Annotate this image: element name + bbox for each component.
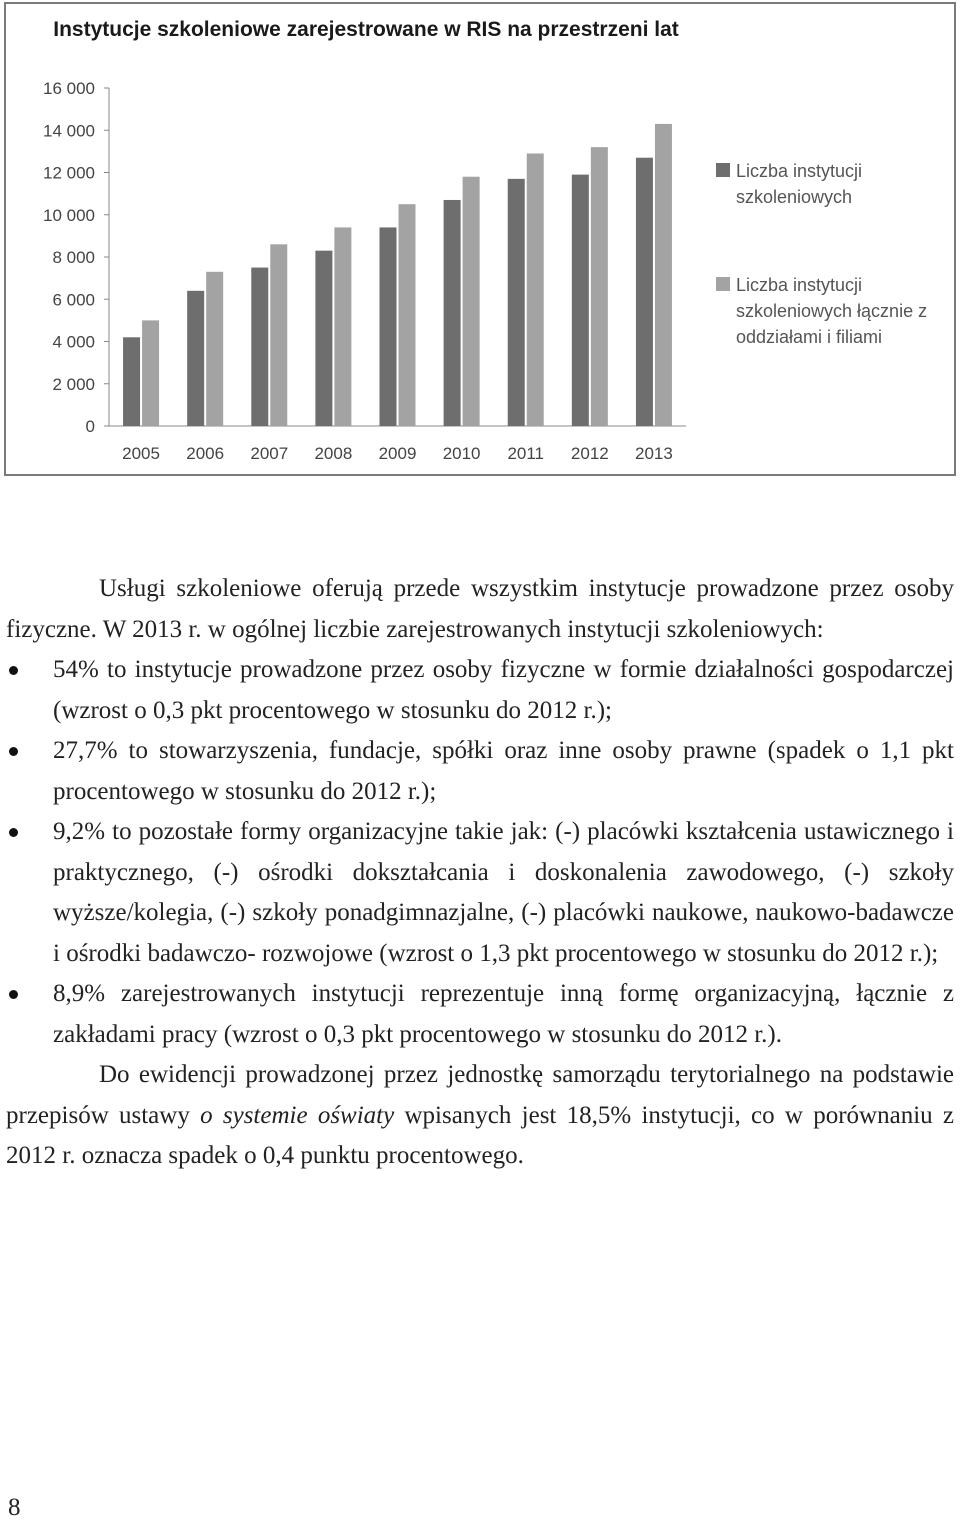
bullet-item [6, 812, 954, 974]
bar-series-2 [270, 244, 287, 426]
bullet-icon [9, 990, 18, 999]
legend-item-series-1 [716, 158, 936, 210]
bullet-text: 27,7% to stowarzyszenia, fundacje, spółki oraz inne osoby prawne (spadek o 1,1 pkt procentowego w stosunku do 2012 r.); [53, 737, 954, 805]
x-tick-label: 2012 [570, 444, 609, 463]
bullet-item [6, 731, 954, 812]
bar-series-1 [444, 200, 461, 426]
bullet-icon [9, 666, 18, 675]
legend-label-series-2: Liczba instytucji szkoleniowych łącznie z oddziałami i filiami [736, 275, 928, 347]
y-tick-label: 12 000 [43, 163, 95, 183]
y-tick-label: 4 000 [52, 332, 95, 352]
bar-series-1 [123, 337, 140, 426]
bullet-item [6, 650, 954, 731]
legend-item-series-2 [716, 272, 936, 350]
bullet-list [6, 650, 954, 1055]
y-tick-label: 2 000 [52, 374, 95, 394]
legend-label-series-1: Liczba instytucji szkoleniowych [736, 161, 863, 207]
x-tick-label: 2006 [186, 444, 225, 463]
bar-series-2 [206, 272, 223, 426]
bullet-item [6, 974, 954, 1055]
bullet-icon [9, 747, 18, 756]
bar-series-1 [251, 268, 268, 426]
bar-series-2 [527, 153, 544, 426]
legend-swatch-series-2 [716, 277, 730, 291]
bar-series-2 [463, 177, 480, 426]
bar-series-2 [655, 124, 672, 426]
bar-series-2 [142, 320, 159, 426]
x-tick-label: 2008 [314, 444, 353, 463]
bar-series-2 [399, 204, 416, 426]
y-tick-label: 14 000 [43, 121, 95, 141]
intro-paragraph: Usługi szkoleniowe oferują przede wszystkim instytucje prowadzone przez osoby fizyczne. W 2013 r. w ogólnej liczbie zarejestrowanych instytucji szkoleniowych: [6, 575, 954, 643]
y-tick-label: 0 [85, 417, 95, 436]
body-text [6, 569, 954, 1177]
chart-title: Instytucje szkoleniowe zarejestrowane w RIS na przestrzeni lat [53, 18, 679, 41]
bar-series-1 [572, 175, 589, 426]
bullet-text: 9,2% to pozostałe formy organizacyjne takie jak: (-) placówki kształcenia ustawicznego i praktycznego, (-) ośrodki dokształcania i doskonalenia zawodowego, (-) szkoły wyższe/kolegia, (-) szkoły ponadgimnazjalne, (-) placówki naukowe, naukowo-badawcze i ośrodki badawczo- rozwojowe (wzrost o 1,3 pkt procentowego w stosunku do 2012 r.); [53, 818, 954, 967]
bar-chart [6, 4, 954, 474]
bar-series-1 [315, 251, 332, 426]
legend-swatch-series-1 [716, 163, 730, 177]
bar-series-1 [187, 291, 204, 426]
y-tick-label: 16 000 [43, 79, 95, 98]
bar-series-1 [508, 179, 525, 426]
bullet-text: 8,9% zarejestrowanych instytucji reprezentuje inną formę organizacyjną, łącznie z zakładami pracy (wzrost o 0,3 pkt procentowego w stosunku do 2012 r.). [53, 980, 954, 1048]
bar-series-1 [380, 227, 397, 426]
closing-paragraph [6, 1055, 954, 1177]
x-tick-label: 2011 [507, 444, 545, 463]
closing-text-start: Do ewidencji prowadzonej przez jednostkę samorządu terytorialnego na podstawie przepisów ustawy [6, 1061, 954, 1129]
page-number: 8 [8, 1494, 21, 1521]
x-tick-label: 2009 [378, 444, 417, 463]
y-tick-label: 6 000 [52, 290, 95, 310]
x-tick-label: 2013 [635, 444, 673, 463]
y-tick-label: 10 000 [43, 205, 95, 225]
act-title: o systemie oświaty [200, 1101, 395, 1129]
x-tick-label: 2005 [122, 444, 160, 463]
bullet-text: 54% to instytucje prowadzone przez osoby fizyczne w formie działalności gospodarczej (wzrost o 0,3 pkt procentowego w stosunku do 2012 r.); [53, 656, 954, 724]
bar-series-2 [591, 147, 608, 426]
bar-series-1 [636, 158, 653, 426]
x-tick-label: 2007 [250, 444, 289, 463]
chart-container [4, 2, 956, 476]
bullet-icon [9, 828, 18, 837]
x-tick-label: 2010 [442, 444, 481, 463]
closing-text-end: wpisanych jest 18,5% instytucji, co w porównaniu z 2012 r. oznacza spadek o 0,4 punktu procentowego. [6, 1101, 954, 1169]
bar-series-2 [334, 227, 351, 426]
y-tick-label: 8 000 [52, 248, 95, 267]
